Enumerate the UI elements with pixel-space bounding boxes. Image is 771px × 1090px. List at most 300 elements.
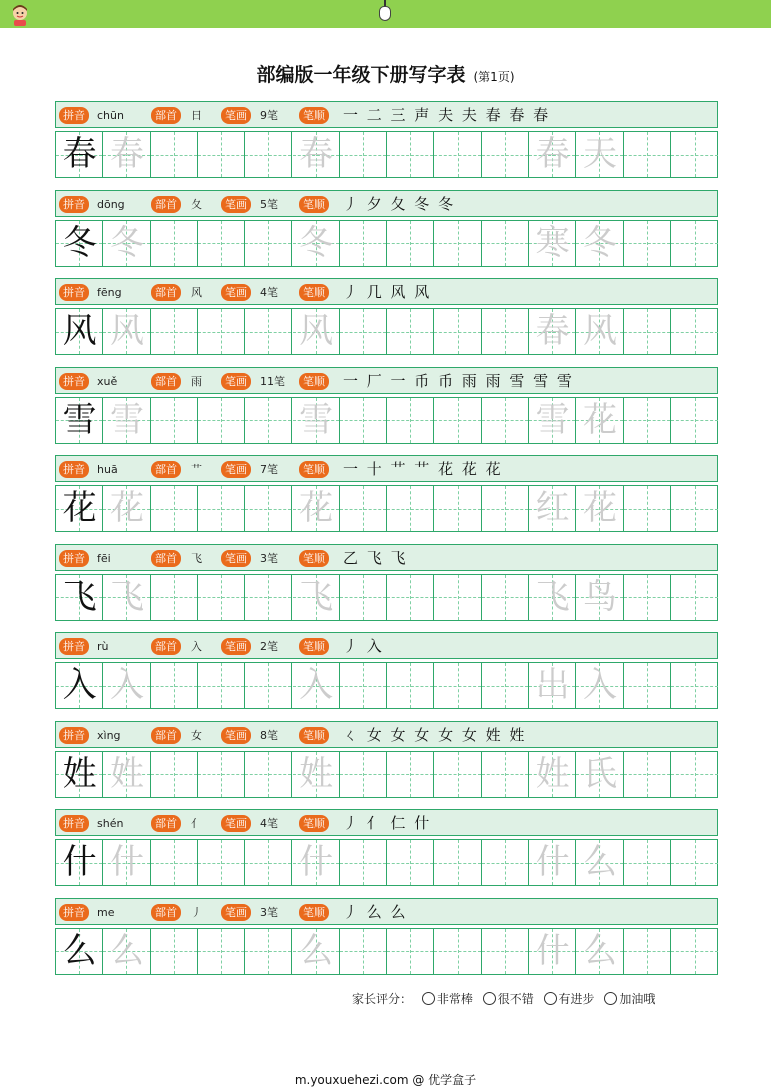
writing-cell[interactable] <box>576 663 623 708</box>
writing-cell[interactable] <box>482 398 529 443</box>
writing-cell[interactable] <box>624 663 671 708</box>
writing-grid <box>55 397 718 444</box>
writing-cell[interactable] <box>198 575 245 620</box>
model-character: 飞 <box>62 576 97 617</box>
writing-cell[interactable] <box>671 132 718 177</box>
writing-cell[interactable] <box>434 929 481 974</box>
writing-cell[interactable] <box>103 663 150 708</box>
word-character: 春 <box>535 134 570 174</box>
trace-character: 花 <box>109 488 144 528</box>
writing-cell[interactable] <box>482 929 529 974</box>
writing-cell[interactable] <box>56 309 103 354</box>
writing-cell[interactable] <box>482 486 529 531</box>
writing-cell[interactable] <box>671 752 718 797</box>
writing-cell[interactable] <box>103 398 150 443</box>
word-character: 什 <box>535 842 570 882</box>
page-title <box>0 60 771 87</box>
writing-cell[interactable] <box>198 221 245 266</box>
strokes-value: 11笔 <box>260 374 285 388</box>
trace-character: 飞 <box>299 576 334 617</box>
writing-cell[interactable] <box>671 663 718 708</box>
model-character: 什 <box>62 842 97 882</box>
writing-cell[interactable] <box>56 929 103 974</box>
order-tag: 笔顺 <box>299 373 329 390</box>
writing-cell[interactable] <box>293 663 340 708</box>
radio-circle-icon[interactable] <box>544 992 557 1005</box>
strokes-tag: 笔画 <box>221 727 251 744</box>
model-character: 春 <box>62 134 97 174</box>
trace-character: 姓 <box>109 753 144 794</box>
writing-cell[interactable] <box>293 221 340 266</box>
order-tag: 笔顺 <box>299 904 329 921</box>
pinyin-tag: 拼音 <box>59 284 89 301</box>
pinyin-tag: 拼音 <box>59 107 89 124</box>
writing-cell[interactable] <box>529 398 576 443</box>
writing-cell[interactable] <box>56 575 103 620</box>
footer-site: m.youxuehezi.com @ 优学盒子 <box>294 1073 477 1087</box>
writing-cell[interactable] <box>576 575 623 620</box>
writing-cell[interactable] <box>576 398 623 443</box>
writing-cell[interactable] <box>293 132 340 177</box>
writing-cell[interactable] <box>671 575 718 620</box>
word-character: 风 <box>582 311 617 351</box>
writing-cell[interactable] <box>103 752 150 797</box>
writing-cell[interactable] <box>293 752 340 797</box>
pinyin-tag: 拼音 <box>59 815 89 832</box>
row-info-bar <box>55 721 718 748</box>
writing-cell[interactable] <box>434 752 481 797</box>
row-info-bar <box>55 101 718 128</box>
writing-cell[interactable] <box>245 663 292 708</box>
radical-tag: 部首 <box>151 196 181 213</box>
writing-cell[interactable] <box>434 132 481 177</box>
strokes-tag: 笔画 <box>221 461 251 478</box>
rating-option-good[interactable]: 很不错 <box>483 992 534 1006</box>
writing-cell[interactable] <box>576 132 623 177</box>
lightbulb-icon <box>379 6 391 21</box>
writing-cell[interactable] <box>434 398 481 443</box>
trace-character: 入 <box>109 665 144 705</box>
row-info-bar <box>55 632 718 659</box>
strokes-tag: 笔画 <box>221 284 251 301</box>
radical-tag: 部首 <box>151 638 181 655</box>
writing-cell[interactable] <box>482 840 529 885</box>
order-tag: 笔顺 <box>299 638 329 655</box>
writing-cell[interactable] <box>340 221 387 266</box>
writing-cell[interactable] <box>434 486 481 531</box>
radio-circle-icon[interactable] <box>422 992 435 1005</box>
writing-cell[interactable] <box>340 929 387 974</box>
writing-cell[interactable] <box>103 132 150 177</box>
writing-cell[interactable] <box>529 752 576 797</box>
word-character: 雪 <box>535 399 570 440</box>
radical-value: 雨 <box>191 374 202 388</box>
writing-cell[interactable] <box>198 486 245 531</box>
stroke-order: 丿 么 么 <box>343 902 408 921</box>
strokes-tag: 笔画 <box>221 904 251 921</box>
writing-cell[interactable] <box>624 840 671 885</box>
radical-tag: 部首 <box>151 550 181 567</box>
writing-cell[interactable] <box>576 221 623 266</box>
stroke-order: 丿 入 <box>343 637 384 655</box>
character-row <box>55 544 718 630</box>
writing-cell[interactable] <box>529 132 576 177</box>
radical-tag: 部首 <box>151 107 181 124</box>
trace-character: 么 <box>299 930 334 971</box>
radical-value: 夂 <box>191 197 202 211</box>
word-character: 红 <box>535 488 570 528</box>
writing-cell[interactable] <box>576 752 623 797</box>
writing-cell[interactable] <box>434 575 481 620</box>
writing-cell[interactable] <box>387 752 434 797</box>
writing-cell[interactable] <box>293 486 340 531</box>
pinyin-value: me <box>97 905 115 919</box>
writing-cell[interactable] <box>340 840 387 885</box>
writing-cell[interactable] <box>245 840 292 885</box>
word-character: 么 <box>582 842 617 882</box>
writing-cell[interactable] <box>103 221 150 266</box>
writing-cell[interactable] <box>245 575 292 620</box>
strokes-value: 2笔 <box>260 640 278 653</box>
writing-cell[interactable] <box>529 663 576 708</box>
writing-grid <box>55 751 718 798</box>
stroke-order: ㄑ 女 女 女 女 女 姓 姓 <box>343 725 527 744</box>
stroke-order: 一 二 三 声 夫 夫 春 春 春 <box>343 106 551 124</box>
row-info-bar <box>55 544 718 571</box>
order-tag: 笔顺 <box>299 815 329 832</box>
writing-cell[interactable] <box>151 132 198 177</box>
trace-character: 花 <box>299 488 334 528</box>
writing-cell[interactable] <box>151 752 198 797</box>
writing-cell[interactable] <box>576 486 623 531</box>
pinyin-value: xuě <box>97 374 118 388</box>
model-character: 么 <box>62 930 97 971</box>
writing-cell[interactable] <box>151 840 198 885</box>
word-character: 入 <box>582 665 617 705</box>
writing-cell[interactable] <box>529 575 576 620</box>
writing-cell[interactable] <box>434 221 481 266</box>
radical-value: 日 <box>191 109 202 122</box>
writing-cell[interactable] <box>529 929 576 974</box>
writing-cell[interactable] <box>56 221 103 266</box>
stroke-order: 丿 亻 仁 什 <box>343 814 432 832</box>
writing-grid <box>55 839 718 886</box>
radical-tag: 部首 <box>151 373 181 390</box>
writing-cell[interactable] <box>387 929 434 974</box>
writing-cell[interactable] <box>103 929 150 974</box>
radical-tag: 部首 <box>151 815 181 832</box>
writing-cell[interactable] <box>387 221 434 266</box>
stroke-order: 一 厂 一 币 币 雨 雨 雪 雪 雪 <box>343 371 574 390</box>
writing-cell[interactable] <box>624 929 671 974</box>
character-row <box>55 809 718 895</box>
character-row <box>55 278 718 364</box>
row-info-bar <box>55 190 718 217</box>
strokes-value: 5笔 <box>260 197 278 211</box>
model-character: 冬 <box>62 222 97 263</box>
character-row <box>55 101 718 187</box>
word-character: 出 <box>535 665 570 705</box>
parent-rating <box>352 990 655 1007</box>
title-text: 部编版一年级下册写字表 <box>256 64 466 86</box>
trace-character: 么 <box>109 930 144 971</box>
radical-value: 亻 <box>191 817 202 830</box>
writing-cell[interactable] <box>340 398 387 443</box>
strokes-tag: 笔画 <box>221 550 251 567</box>
writing-cell[interactable] <box>151 929 198 974</box>
writing-cell[interactable] <box>434 309 481 354</box>
writing-cell[interactable] <box>340 663 387 708</box>
writing-cell[interactable] <box>103 840 150 885</box>
writing-cell[interactable] <box>576 929 623 974</box>
writing-cell[interactable] <box>576 309 623 354</box>
word-character: 姓 <box>535 753 570 794</box>
writing-cell[interactable] <box>56 398 103 443</box>
writing-cell[interactable] <box>387 575 434 620</box>
writing-cell[interactable] <box>576 840 623 885</box>
trace-character: 入 <box>299 665 334 705</box>
writing-cell[interactable] <box>671 309 718 354</box>
writing-cell[interactable] <box>245 221 292 266</box>
writing-cell[interactable] <box>671 398 718 443</box>
strokes-value: 9笔 <box>260 109 278 122</box>
writing-cell[interactable] <box>56 663 103 708</box>
writing-cell[interactable] <box>198 132 245 177</box>
writing-cell[interactable] <box>671 486 718 531</box>
writing-cell[interactable] <box>56 486 103 531</box>
writing-cell[interactable] <box>482 575 529 620</box>
writing-cell[interactable] <box>198 752 245 797</box>
writing-cell[interactable] <box>671 840 718 885</box>
trace-character: 姓 <box>299 753 334 794</box>
pinyin-tag: 拼音 <box>59 904 89 921</box>
pinyin-value: chūn <box>97 109 124 122</box>
writing-cell[interactable] <box>293 840 340 885</box>
pinyin-value: fēng <box>97 286 122 299</box>
word-character: 什 <box>535 930 570 971</box>
rating-label: 家长评分： <box>352 992 413 1006</box>
writing-cell[interactable] <box>151 221 198 266</box>
writing-cell[interactable] <box>624 309 671 354</box>
order-tag: 笔顺 <box>299 727 329 744</box>
row-info-bar <box>55 367 718 394</box>
writing-grid <box>55 308 718 355</box>
writing-cell[interactable] <box>56 840 103 885</box>
writing-cell[interactable] <box>245 752 292 797</box>
model-character: 花 <box>62 488 97 528</box>
trace-character: 什 <box>299 842 334 882</box>
pinyin-tag: 拼音 <box>59 196 89 213</box>
writing-cell[interactable] <box>624 221 671 266</box>
writing-cell[interactable] <box>151 486 198 531</box>
radical-value: 女 <box>191 728 202 742</box>
writing-cell[interactable] <box>103 309 150 354</box>
word-character: 飞 <box>535 576 570 617</box>
pinyin-value: dōng <box>97 197 125 211</box>
rating-option-keep-going[interactable]: 加油哦 <box>604 992 655 1006</box>
writing-cell[interactable] <box>482 221 529 266</box>
trace-character: 冬 <box>109 222 144 263</box>
writing-cell[interactable] <box>198 929 245 974</box>
word-character: 春 <box>535 311 570 351</box>
writing-cell[interactable] <box>624 486 671 531</box>
writing-cell[interactable] <box>434 663 481 708</box>
writing-cell[interactable] <box>671 221 718 266</box>
pinyin-tag: 拼音 <box>59 461 89 478</box>
writing-cell[interactable] <box>103 486 150 531</box>
writing-cell[interactable] <box>624 752 671 797</box>
writing-cell[interactable] <box>293 398 340 443</box>
writing-cell[interactable] <box>482 752 529 797</box>
rating-option-excellent[interactable]: 非常棒 <box>422 992 473 1006</box>
strokes-value: 4笔 <box>260 286 278 299</box>
radical-tag: 部首 <box>151 727 181 744</box>
strokes-tag: 笔画 <box>221 373 251 390</box>
writing-cell[interactable] <box>387 486 434 531</box>
row-info-bar <box>55 278 718 305</box>
trace-character: 雪 <box>299 399 334 440</box>
writing-cell[interactable] <box>387 132 434 177</box>
trace-character: 飞 <box>109 576 144 617</box>
character-row <box>55 898 718 984</box>
writing-cell[interactable] <box>624 398 671 443</box>
writing-cell[interactable] <box>671 929 718 974</box>
writing-cell[interactable] <box>56 752 103 797</box>
model-character: 入 <box>62 665 97 705</box>
writing-cell[interactable] <box>198 398 245 443</box>
writing-cell[interactable] <box>529 486 576 531</box>
writing-cell[interactable] <box>245 929 292 974</box>
trace-character: 什 <box>109 842 144 882</box>
radical-tag: 部首 <box>151 461 181 478</box>
writing-cell[interactable] <box>529 309 576 354</box>
writing-cell[interactable] <box>198 309 245 354</box>
radical-value: 飞 <box>191 551 202 565</box>
strokes-tag: 笔画 <box>221 815 251 832</box>
writing-grid <box>55 220 718 267</box>
pinyin-value: rù <box>97 640 109 653</box>
writing-cell[interactable] <box>151 309 198 354</box>
writing-cell[interactable] <box>198 840 245 885</box>
writing-cell[interactable] <box>387 663 434 708</box>
model-character: 风 <box>62 311 97 351</box>
trace-character: 冬 <box>299 222 334 263</box>
strokes-value: 7笔 <box>260 463 278 476</box>
order-tag: 笔顺 <box>299 107 329 124</box>
writing-cell[interactable] <box>482 309 529 354</box>
writing-cell[interactable] <box>624 132 671 177</box>
word-character: 鸟 <box>582 576 617 617</box>
writing-grid <box>55 485 718 532</box>
writing-cell[interactable] <box>340 486 387 531</box>
writing-cell[interactable] <box>340 575 387 620</box>
strokes-tag: 笔画 <box>221 638 251 655</box>
word-character: 寒 <box>535 222 570 263</box>
trace-character: 春 <box>299 134 334 174</box>
writing-cell[interactable] <box>529 221 576 266</box>
writing-cell[interactable] <box>387 840 434 885</box>
pinyin-value: xìng <box>97 728 121 742</box>
page-number: (第1页) <box>473 70 515 84</box>
writing-cell[interactable] <box>529 840 576 885</box>
radical-tag: 部首 <box>151 284 181 301</box>
stroke-order: 乙 飞 飞 <box>343 548 408 567</box>
writing-cell[interactable] <box>340 752 387 797</box>
word-character: 冬 <box>582 222 617 263</box>
character-row <box>55 721 718 807</box>
writing-cell[interactable] <box>151 575 198 620</box>
trace-character: 春 <box>109 134 144 174</box>
writing-cell[interactable] <box>624 575 671 620</box>
radical-value: 艹 <box>191 463 202 476</box>
writing-cell[interactable] <box>293 575 340 620</box>
row-info-bar <box>55 809 718 836</box>
strokes-tag: 笔画 <box>221 196 251 213</box>
pinyin-tag: 拼音 <box>59 550 89 567</box>
character-row <box>55 455 718 541</box>
trace-character: 雪 <box>109 399 144 440</box>
word-character: 氏 <box>582 753 617 794</box>
writing-cell[interactable] <box>293 929 340 974</box>
trace-character: 风 <box>109 311 144 351</box>
radical-value: 入 <box>191 640 202 653</box>
rating-option-improved[interactable]: 有进步 <box>544 992 595 1006</box>
radio-circle-icon[interactable] <box>604 992 617 1005</box>
pinyin-value: fēi <box>97 551 111 565</box>
writing-cell[interactable] <box>340 132 387 177</box>
writing-cell[interactable] <box>103 575 150 620</box>
row-info-bar <box>55 455 718 482</box>
strokes-value: 4笔 <box>260 817 278 830</box>
writing-cell[interactable] <box>151 398 198 443</box>
character-row <box>55 632 718 718</box>
writing-cell[interactable] <box>245 132 292 177</box>
word-character: 天 <box>582 134 617 174</box>
writing-cell[interactable] <box>245 486 292 531</box>
character-row <box>55 367 718 453</box>
writing-cell[interactable] <box>245 398 292 443</box>
order-tag: 笔顺 <box>299 550 329 567</box>
order-tag: 笔顺 <box>299 196 329 213</box>
writing-cell[interactable] <box>340 309 387 354</box>
writing-cell[interactable] <box>434 840 481 885</box>
strokes-value: 3笔 <box>260 551 278 565</box>
word-character: 花 <box>582 488 617 528</box>
character-row <box>55 190 718 276</box>
writing-cell[interactable] <box>482 663 529 708</box>
writing-cell[interactable] <box>198 663 245 708</box>
strokes-value: 3笔 <box>260 905 278 919</box>
strokes-value: 8笔 <box>260 728 278 742</box>
writing-cell[interactable] <box>387 398 434 443</box>
stroke-order: 丿 夕 夂 冬 冬 <box>343 194 456 213</box>
writing-grid <box>55 662 718 709</box>
mascot-icon <box>8 3 32 27</box>
radio-circle-icon[interactable] <box>483 992 496 1005</box>
pinyin-value: shén <box>97 817 124 830</box>
writing-cell[interactable] <box>151 663 198 708</box>
word-character: 花 <box>582 399 617 440</box>
model-character: 姓 <box>62 753 97 794</box>
writing-cell[interactable] <box>245 309 292 354</box>
strokes-tag: 笔画 <box>221 107 251 124</box>
writing-cell[interactable] <box>387 309 434 354</box>
writing-cell[interactable] <box>56 132 103 177</box>
radical-value: 风 <box>191 286 202 299</box>
writing-cell[interactable] <box>482 132 529 177</box>
writing-grid <box>55 131 718 178</box>
writing-cell[interactable] <box>293 309 340 354</box>
